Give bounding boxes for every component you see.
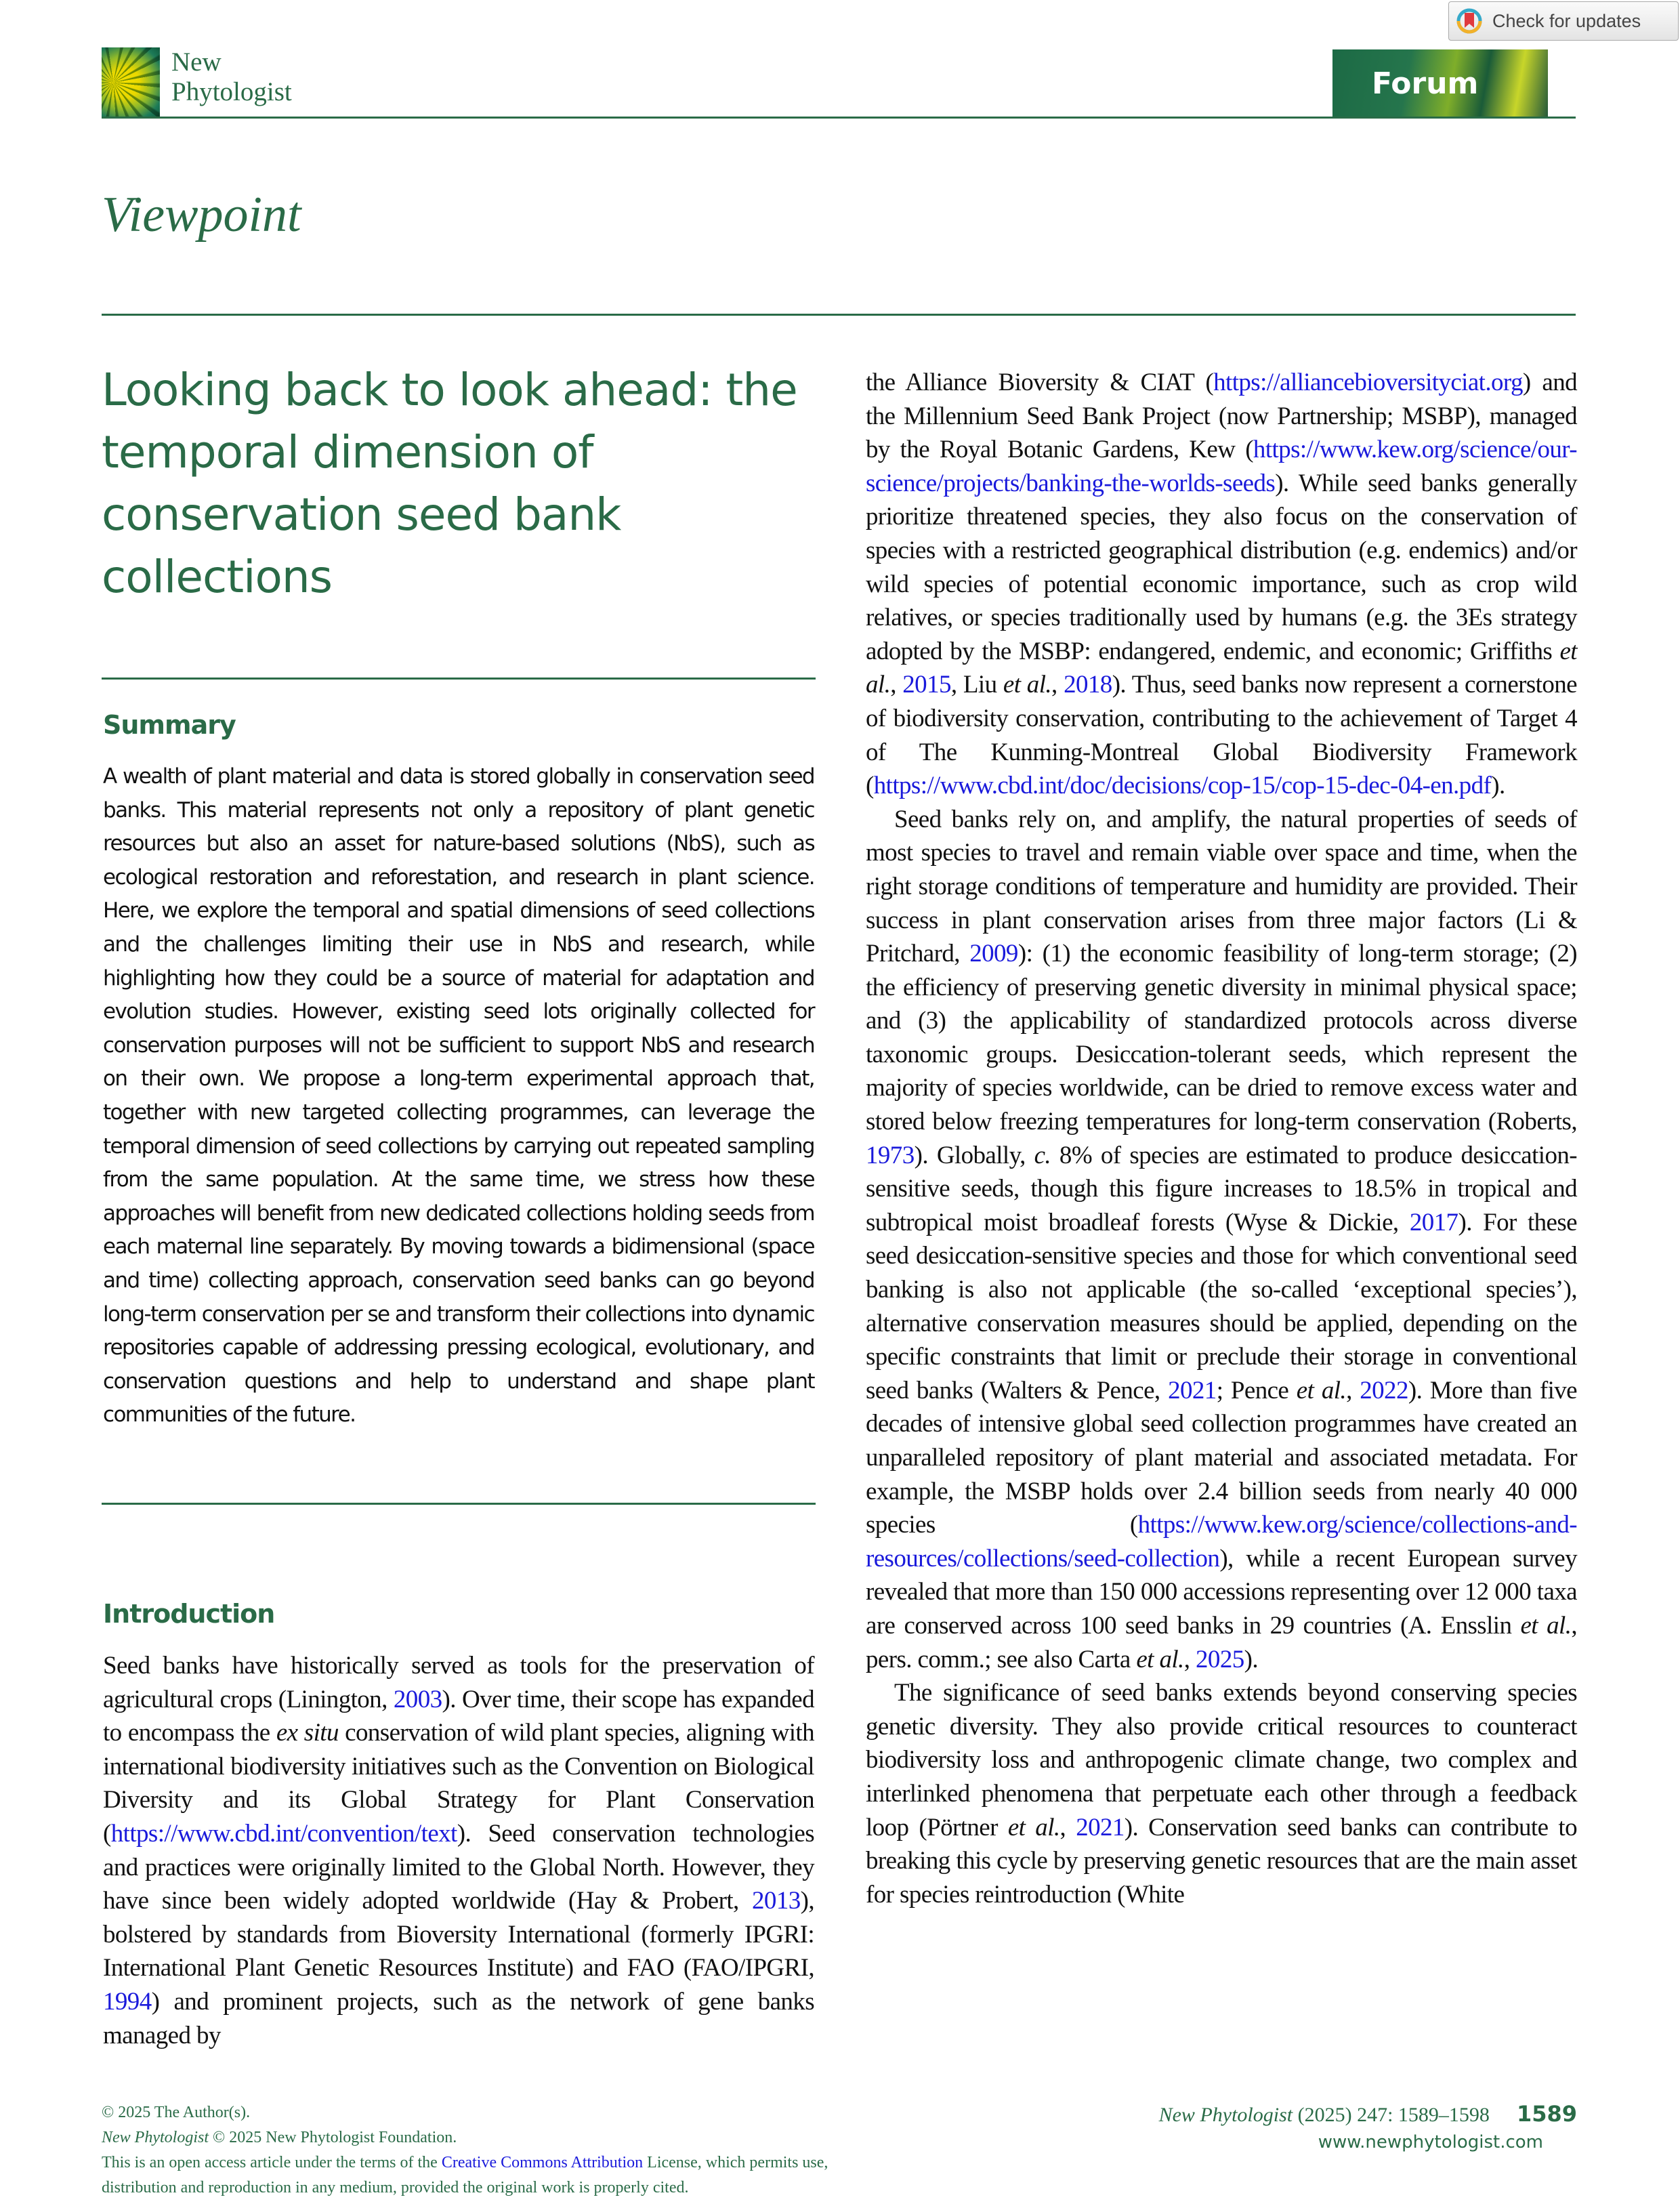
- text: ). While seed banks generally prioritize threatened species, they also focus on the conservation of species with a restricted geographical distribution (e.g. endemics) and/or wild species of potential economic importance, such as crop wild relatives, or species traditionally used by humans (e.g. the 3Es strategy adopted by the MSBP: endangered, endemic, and economic; Griffiths: [866, 469, 1577, 665]
- summary-bottom-divider: [102, 1503, 816, 1505]
- text: Seed banks rely on, and amplify, the natural properties of seeds of most species to travel and remain viable over space and time, when the right storage conditions of temperature and humidity are provided. Their success in plant conservation arises from three major factors (Li & Pritchard,: [866, 805, 1577, 968]
- right-column: [866, 366, 1577, 1911]
- article-type-divider: [102, 314, 1576, 316]
- journal-logo-icon: [102, 47, 160, 118]
- paragraph: [866, 366, 1577, 803]
- foundation-line: [102, 2125, 828, 2150]
- text: ). Globally,: [914, 1141, 1034, 1169]
- italic-text: et al.: [1520, 1611, 1572, 1640]
- text: , Liu: [950, 671, 1003, 699]
- url-link[interactable]: https://alliancebioversityciat.org: [1213, 369, 1523, 396]
- text: The significance of seed banks extends beyond conserving species genetic diversity. They also provide critical resources to counteract biodiversity loss and anthropogenic climate change, two complex and interlinked phenomena that perpetuate each other through a feedback loop (Pörtner: [866, 1679, 1577, 1841]
- citation-link[interactable]: 2003: [393, 1685, 442, 1713]
- citation-link[interactable]: 2017: [1409, 1208, 1458, 1236]
- paragraph: [866, 1676, 1577, 1911]
- section-badge-label: Forum: [1372, 66, 1479, 101]
- italic-text: et al.: [1003, 671, 1052, 699]
- italic-text: et al.: [1007, 1813, 1060, 1841]
- text: 8% of species are estimated to produce desiccation-sensitive seeds, though this figure increases to 18.5% in tropical and subtropical moist broadleaf forests (Wyse & Dickie,: [866, 1141, 1577, 1236]
- paragraph: [866, 803, 1577, 1676]
- text: ), while a recent European survey revealed that more than 150 000 accessions representing over 12 000 taxa are conserved across 100 seed banks in 29 countries (A. Ensslin: [866, 1544, 1577, 1640]
- url-link[interactable]: https://www.cbd.int/convention/text: [110, 1819, 457, 1848]
- journal-name-line2: Phytologist: [171, 77, 292, 106]
- text: ,: [890, 671, 903, 699]
- text: © 2025 New Phytologist Foundation.: [209, 2129, 457, 2146]
- citation-link[interactable]: 2018: [1064, 671, 1112, 699]
- text: conservation of wild plant species, aligning with international biodiversity initiatives such as the Convention on Biological Diversity and its Global Strategy for Plant Conservation (: [103, 1719, 814, 1848]
- citation-link[interactable]: 2009: [969, 940, 1018, 968]
- header-divider: [102, 117, 1576, 119]
- citation-link[interactable]: 2015: [902, 671, 951, 699]
- text: ).: [1491, 772, 1505, 800]
- journal-website-link[interactable]: www.newphytologist.com: [1318, 2132, 1543, 2152]
- text: ). Conservation seed banks can contribute to breaking this cycle by preserving genetic resources that are the main asset for species reintroduction (White: [866, 1813, 1578, 1909]
- license-link[interactable]: Creative Commons Attribution: [441, 2154, 644, 2171]
- url-link[interactable]: https://www.cbd.int/doc/decisions/cop-15/cop-15-dec-04-en.pdf: [873, 772, 1492, 800]
- check-for-updates-label: Check for updates: [1492, 10, 1641, 31]
- text: License, which permits use,: [643, 2154, 828, 2171]
- url-link[interactable]: https://www.kew.org/science/collections-and-resources/collections/seed-collection: [866, 1511, 1577, 1572]
- text: ). Thus, seed banks now represent a cornerstone of biodiversity conservation, contributing to the achievement of Target 4 of The Kunming-Montreal Global Biodiversity Framework (: [866, 671, 1577, 800]
- text: This is an open access article under the terms of the: [102, 2154, 442, 2171]
- italic-text: et al.: [866, 637, 1577, 699]
- text: the Alliance Bioversity & CIAT (: [866, 369, 1214, 396]
- citation-link[interactable]: 2022: [1360, 1376, 1408, 1404]
- text: ,: [1051, 671, 1064, 699]
- text: ,: [1346, 1376, 1360, 1404]
- journal-italic: New Phytologist: [102, 2129, 209, 2146]
- footer-citation: [1159, 2100, 1577, 2156]
- introduction-paragraph: [103, 1649, 814, 2052]
- page-number: 1589: [1516, 2101, 1577, 2127]
- text: ). For these seed desiccation-sensitive species and those for which conventional seed banking is also not applicable (the so-called ‘exceptional species’), alternative conservation measures should be applied, depending on the specific constraints that limit or preclude their storage in conventional seed banks (Walters & Pence,: [866, 1208, 1577, 1404]
- text: ). Over time, their scope has expanded to encompass the: [103, 1685, 814, 1747]
- text: ,: [1059, 1813, 1076, 1841]
- text: ).: [1244, 1645, 1259, 1673]
- text: ), bolstered by standards from Bioversity International (formerly IPGRI: International Plant Genetic Resources Institute) and FAO (FAO/IPGRI,: [103, 1887, 814, 1982]
- text: ) and prominent projects, such as the network of gene banks managed by: [103, 1987, 814, 2049]
- text: , pers. comm.; see also Carta: [866, 1611, 1578, 1673]
- section-badge: [1332, 49, 1548, 118]
- crossmark-icon: [1456, 7, 1483, 35]
- text: ). More than five decades of intensive global seed collection programmes have created an unparalleled repository of plant material and associated metadata. For example, the MSBP holds over 2.4 billion seeds from nearly 40 000 species (: [866, 1376, 1577, 1539]
- citation-link[interactable]: 1973: [866, 1141, 915, 1169]
- footer-license: [102, 2100, 828, 2201]
- check-for-updates-button[interactable]: [1448, 1, 1679, 41]
- citation-link[interactable]: 2021: [1168, 1376, 1217, 1404]
- italic-text: c.: [1034, 1141, 1051, 1169]
- article-title: Looking back to look ahead: the temporal dimension of conservation seed bank collections: [102, 364, 797, 603]
- summary-text: A wealth of plant material and data is stored globally in conservation seed banks. This material represents not only a repository of plant genetic resources but also an asset for nature-based solutions (NbS), such as ecological restoration and reforestation, and research in plant science. Here, we explore the temporal and spatial dimensions of seed collections and the challenges limiting their use in NbS and research, while highlighting how they could be a source of material for adaptation and evolution studies. However, existing seed lots originally collected for conservation purposes will not be sufficient to support NbS and research on their own. We propose a long-term experimental approach that, together with new targeted collecting programmes, can leverage the temporal dimension of seed collections by carrying out repeated sampling from the same population. At the same time, we stress how these approaches will benefit from new dedicated collections holding seeds from each maternal line separately. By moving towards a bidimensional (space and time) collecting approach, conservation seed banks can go beyond long-term conservation per se and transform their collections into dynamic repositories capable of addressing pressing ecological, evolutionary, and conservation questions and help to understand and shape plant communities of the future.: [103, 764, 814, 1428]
- volume-pages: (2025) 247: 1589–1598: [1293, 2104, 1490, 2126]
- text: ) and the Millennium Seed Bank Project (now Partnership; MSBP), managed by the Royal Botanic Gardens, Kew (: [866, 369, 1577, 464]
- citation-link[interactable]: 1994: [103, 1987, 152, 2016]
- url-link[interactable]: https://www.kew.org/science/our-science/projects/banking-the-worlds-seeds: [866, 436, 1577, 497]
- license-line: [102, 2150, 828, 2175]
- citation-link[interactable]: 2021: [1076, 1813, 1125, 1841]
- article-type: Viewpoint: [102, 187, 301, 243]
- citation-line: [1159, 2100, 1577, 2129]
- journal-name: [171, 47, 292, 107]
- copyright-line: © 2025 The Author(s).: [102, 2104, 251, 2121]
- text: ,: [1183, 1645, 1196, 1673]
- journal-italic: New Phytologist: [1158, 2104, 1293, 2126]
- italic-text: et al.: [1136, 1645, 1184, 1673]
- license-line-2: distribution and reproduction in any medium, provided the original work is properly cited.: [102, 2179, 689, 2196]
- text: ). Seed conservation technologies and practices were originally limited to the Global North. However, they have since been widely adopted worldwide (Hay & Probert,: [103, 1819, 814, 1915]
- italic-text: et al.: [1296, 1376, 1347, 1404]
- citation-link[interactable]: 2013: [752, 1887, 801, 1915]
- citation-link[interactable]: 2025: [1196, 1645, 1244, 1673]
- text: ): (1) the economic feasibility of long-term storage; (2) the efficiency of preserving genetic diversity in minimal physical space; and (3) the applicability of standardized protocols across diverse taxonomic groups. Desiccation-tolerant seeds, which represent the majority of species worldwide, can be dried to remove excess water and stored below freezing temperatures for long-term conservation (Roberts,: [866, 940, 1577, 1136]
- italic-text: ex situ: [276, 1719, 339, 1747]
- summary-heading: Summary: [103, 710, 236, 740]
- introduction-heading: Introduction: [103, 1599, 275, 1629]
- summary-top-divider: [102, 678, 816, 680]
- text: Seed banks have historically served as tools for the preservation of agricultural crops (Linington,: [103, 1652, 814, 1713]
- journal-name-line1: New: [171, 47, 222, 77]
- text: ; Pence: [1216, 1376, 1297, 1404]
